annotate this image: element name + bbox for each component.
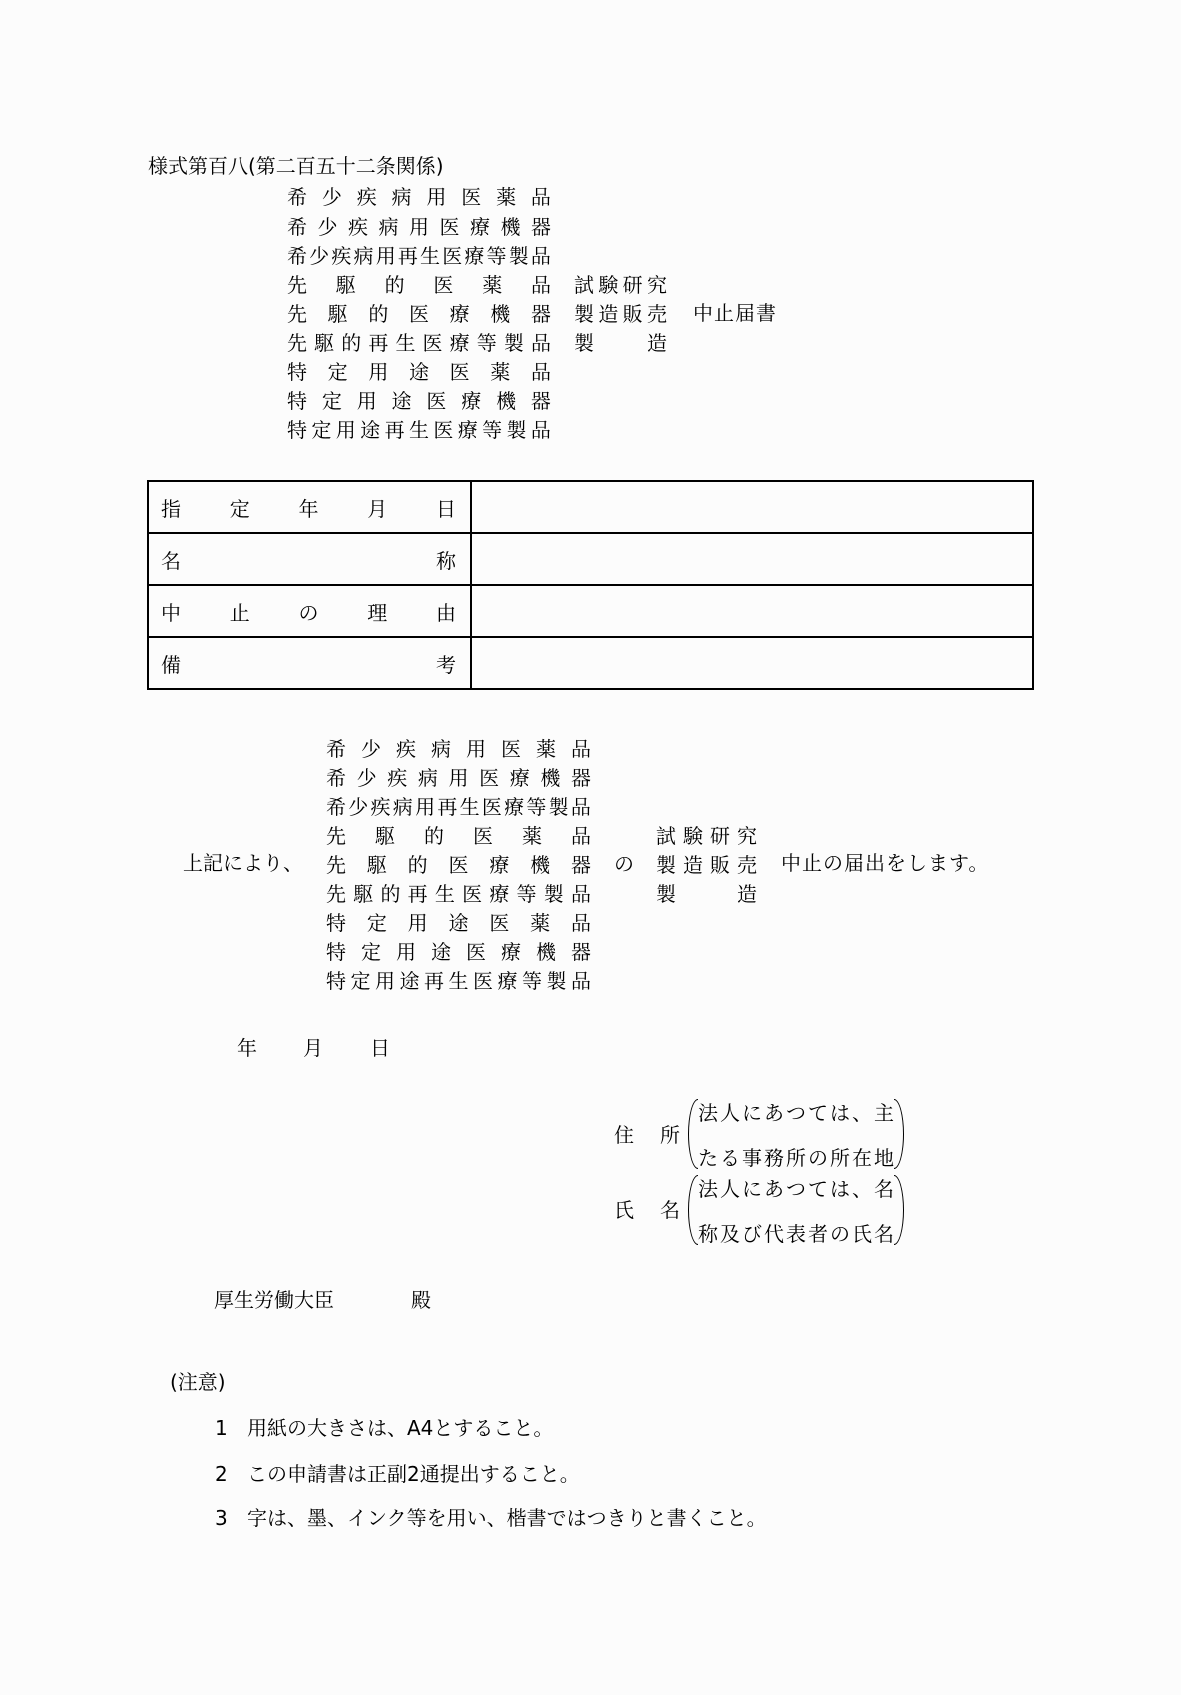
header-activity: 試 験 研 究 [574, 273, 667, 297]
date-month-label: 月 [303, 1036, 323, 1060]
note-text: 用紙の大きさは、A4とすること。 [247, 1416, 554, 1440]
statement-product-type: 希 少 疾 病 用 再 生 医 療 等 製 品 [326, 795, 591, 819]
statement-product-type: 希 少 疾 病 用 医 薬 品 [326, 737, 591, 761]
name-note-line: 法 人 に あ つ て は 、 名 [698, 1177, 894, 1201]
note-text: 字は、墨、インク等を用い、楷書ではつきりと書くこと。 [247, 1506, 767, 1530]
address-note-line: た る 事 務 所 の 所 在 地 [698, 1146, 894, 1170]
remarks-field[interactable] [471, 637, 1033, 689]
address-note-line: 法 人 に あ つ て は 、 主 [698, 1101, 894, 1125]
name-note-line: 称 及 び 代 表 者 の 氏 名 [698, 1222, 894, 1246]
statement-product-type: 特 定 用 途 再 生 医 療 等 製 品 [326, 969, 591, 993]
header-product-type: 先 駆 的 医 療 機 器 [287, 302, 551, 326]
header-product-type: 希 少 疾 病 用 再 生 医 療 等 製 品 [287, 244, 551, 268]
open-paren-icon [688, 1099, 698, 1169]
statement-product-type: 先 駆 的 医 薬 品 [326, 824, 591, 848]
header-product-type: 特 定 用 途 医 療 機 器 [287, 389, 551, 413]
date-year-label: 年 [237, 1036, 257, 1060]
note-text: この申請書は正副2通提出すること。 [247, 1462, 580, 1486]
table-row [148, 533, 1033, 585]
statement-activity: 試 験 研 究 [656, 824, 757, 848]
statement-product-type: 特 定 用 途 医 療 機 器 [326, 940, 591, 964]
form-title: 様式第百八(第二百五十二条関係) [148, 154, 444, 178]
table-row [148, 637, 1033, 689]
document-name: 中止届書 [693, 301, 777, 325]
header-product-type: 特 定 用 途 医 薬 品 [287, 360, 551, 384]
close-paren-icon [894, 1099, 904, 1169]
name-field[interactable] [471, 533, 1033, 585]
addressee-honorific: 殿 [411, 1288, 431, 1312]
statement-activity: 製 造 [656, 882, 757, 906]
row-label-designation-date: 指 定 年 月 日 [161, 496, 456, 521]
table-row [148, 481, 1033, 533]
reason-field[interactable] [471, 585, 1033, 637]
address-label: 住 所 [614, 1123, 680, 1147]
header-product-type: 希 少 疾 病 用 医 療 機 器 [287, 215, 551, 239]
statement-product-type: 先 駆 的 医 療 機 器 [326, 853, 591, 877]
form-table [147, 480, 1034, 690]
note-number: 2 [215, 1462, 228, 1486]
name-label: 氏 名 [614, 1198, 680, 1222]
statement-particle: の [614, 852, 634, 876]
statement-product-type: 希 少 疾 病 用 医 療 機 器 [326, 766, 591, 790]
header-product-type: 先 駆 的 医 薬 品 [287, 273, 551, 297]
name-note [688, 1173, 904, 1247]
addressee-title: 厚生労働大臣 [214, 1288, 334, 1312]
statement-suffix: 中止の届出をします。 [781, 851, 990, 875]
designation-date-field[interactable] [471, 481, 1033, 533]
statement-prefix: 上記により、 [183, 851, 303, 875]
close-paren-icon [894, 1175, 904, 1245]
header-activity: 製 造 販 売 [574, 302, 667, 326]
row-label-remarks: 備 考 [161, 652, 456, 677]
header-product-type: 希 少 疾 病 用 医 薬 品 [287, 185, 551, 209]
notes-heading: (注意) [170, 1370, 226, 1394]
row-label-reason: 中 止 の 理 由 [161, 600, 456, 625]
address-note [688, 1097, 904, 1171]
note-number: 1 [215, 1416, 228, 1440]
header-product-type: 特 定 用 途 再 生 医 療 等 製 品 [287, 418, 551, 442]
table-row [148, 585, 1033, 637]
statement-activity: 製 造 販 売 [656, 853, 757, 877]
header-activity: 製 造 [574, 331, 667, 355]
statement-product-type: 先 駆 的 再 生 医 療 等 製 品 [326, 882, 591, 906]
header-product-type: 先 駆 的 再 生 医 療 等 製 品 [287, 331, 551, 355]
date-day-label: 日 [370, 1036, 390, 1060]
open-paren-icon [688, 1175, 698, 1245]
note-number: 3 [215, 1506, 228, 1530]
row-label-name: 名 称 [161, 548, 456, 573]
statement-product-type: 特 定 用 途 医 薬 品 [326, 911, 591, 935]
